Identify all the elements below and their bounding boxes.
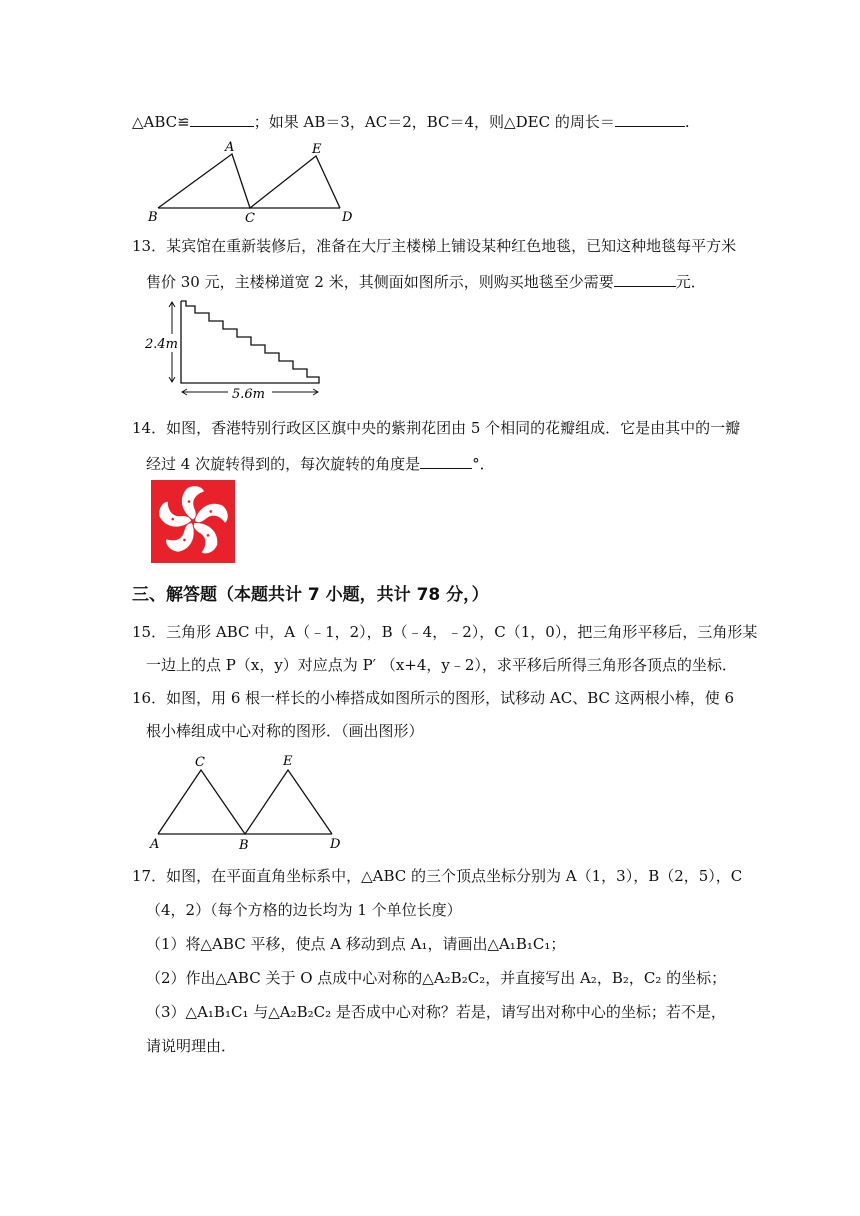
q17-line-2: （4，2）（每个方格的边长均为 1 个单位长度） — [146, 901, 462, 919]
q12-end: . — [684, 113, 690, 131]
q12-answer-blank-2[interactable] — [615, 112, 685, 127]
q13-staircase-figure — [144, 298, 324, 402]
hong-kong-flag-image — [151, 480, 235, 563]
q16-label-d: D — [330, 837, 341, 852]
q12-label-d: D — [342, 210, 353, 225]
q16-label-c: C — [195, 755, 205, 770]
q12-text-line — [132, 112, 690, 132]
section-3-heading: 三、解答题（本题共计 7 小题，共计 78 分，） — [132, 585, 489, 605]
q12-part2: ；如果 AB＝3，AC＝2，BC＝4，则△DEC 的周长＝ — [253, 113, 615, 131]
q12-label-e: E — [312, 142, 322, 157]
q16-sticks-figure — [144, 750, 354, 854]
q17-line-4: （2）作出△ABC 关于 O 点成中心对称的△A₂B₂C₂，并直接写出 A₂，B₂，C₂ 的坐标； — [146, 969, 727, 987]
q12-label-b: B — [148, 210, 158, 225]
q14-line-2-text: 经过 4 次旋转得到的，每次旋转的角度是 — [146, 455, 421, 473]
q16-line-1: 16．如图，用 6 根一样长的小棒搭成如图所示的图形，试移动 AC、BC 这两根小棒，使 6 — [132, 689, 735, 707]
q17-line-3: （1）将△ABC 平移，使点 A 移动到点 A₁，请画出△A₁B₁C₁； — [146, 935, 566, 953]
q13-line-2 — [146, 272, 706, 292]
q12-label-c: C — [245, 211, 255, 226]
q17-line-6: 请说明理由． — [146, 1037, 237, 1055]
q17-line-1: 17．如图，在平面直角坐标系中，△ABC 的三个顶点坐标分别为 A（1，3），B（2，5），C — [132, 867, 743, 885]
q16-label-a: A — [150, 837, 160, 852]
q12-part1: △ABC≌ — [132, 113, 190, 131]
q12-label-a: A — [225, 140, 235, 155]
q14-line-1: 14．如图，香港特别行政区区旗中央的紫荆花团由 5 个相同的花瓣组成．它是由其中的一瓣 — [132, 419, 741, 437]
q13-line-2-end: 元． — [675, 273, 706, 291]
q14-answer-blank[interactable] — [420, 454, 472, 469]
q13-line-2-text: 售价 30 元，主楼梯道宽 2 米，其侧面如图所示，则购买地毯至少需要 — [146, 273, 614, 291]
q16-label-e: E — [283, 754, 293, 769]
q13-answer-blank[interactable] — [614, 272, 676, 287]
q16-line-2: 根小棒组成中心对称的图形．（画出图形） — [146, 722, 424, 740]
q12-triangles-figure — [144, 140, 364, 226]
q16-label-b: B — [239, 838, 249, 853]
q13-line-1: 13．某宾馆在重新装修后，准备在大厅主楼梯上铺设某种红色地毯，已知这种地毯每平方米 — [132, 237, 737, 255]
q13-height-label: 2.4m — [145, 337, 179, 352]
q14-line-2-end: °． — [472, 455, 495, 473]
q15-line-2: 一边上的点 P（x，y）对应点为 P′ （x+4，y﹣2），求平移后所得三角形各顶点的坐标． — [146, 656, 737, 674]
q12-answer-blank-1[interactable] — [190, 112, 254, 127]
q13-width-label: 5.6m — [232, 387, 266, 402]
q14-line-2 — [146, 454, 495, 474]
q15-line-1: 15．三角形 ABC 中，A（﹣1，2），B（﹣4，﹣2），C（1，0），把三角形平移后，三角形某 — [132, 623, 758, 641]
q17-line-5: （3）△A₁B₁C₁ 与△A₂B₂C₂ 是否成中心对称？若是，请写出对称中心的坐标；若不是， — [146, 1003, 726, 1021]
